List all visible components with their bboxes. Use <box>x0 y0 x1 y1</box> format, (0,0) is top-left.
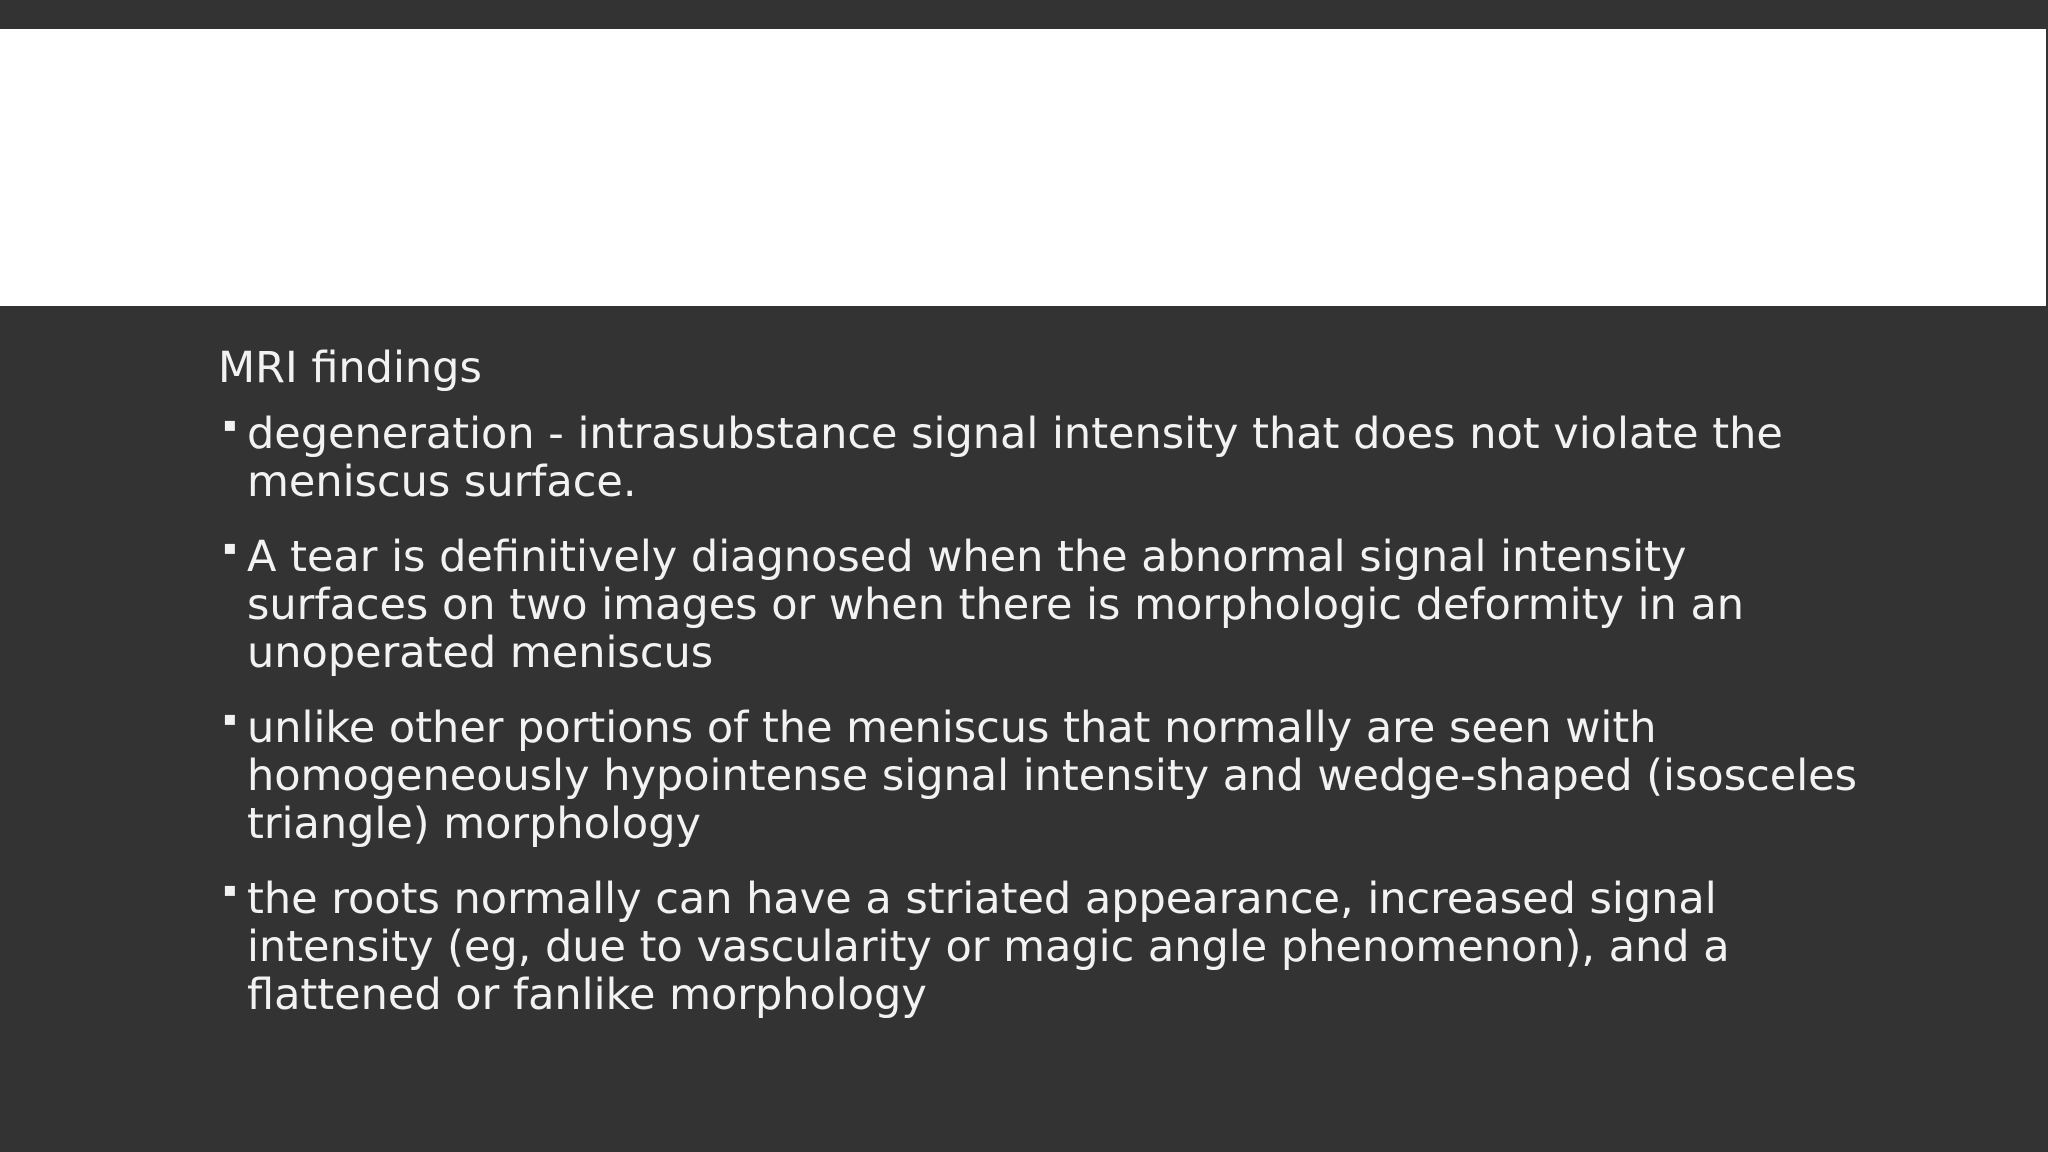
list-item-text: unlike other portions of the meniscus that normally are seen with homogeneously hypointense signal intensity and wedge-shaped (isosceles triangle) morphology <box>247 703 1858 849</box>
slide-content <box>218 338 1858 1046</box>
list-item <box>218 533 1858 677</box>
square-bullet-icon: ▪ <box>223 535 237 559</box>
list-item-text: A tear is definitively diagnosed when the abnormal signal intensity surfaces on two images or when there is morphologic deformity in an unoperated meniscus <box>247 532 1745 678</box>
list-item-text: degeneration - intrasubstance signal intensity that does not violate the meniscus surface. <box>247 409 1783 507</box>
bullet-list <box>218 410 1858 1019</box>
square-bullet-icon: ▪ <box>223 877 237 901</box>
square-bullet-icon: ▪ <box>223 412 237 436</box>
list-item <box>218 875 1858 1019</box>
section-heading: MRI findings <box>218 343 482 393</box>
title-band <box>0 29 2046 306</box>
square-bullet-icon: ▪ <box>223 706 237 730</box>
list-item-text: the roots normally can have a striated appearance, increased signal intensity (eg, due to vascularity or magic angle phenomenon), and a flattened or fanlike morphology <box>247 874 1730 1020</box>
list-item <box>218 410 1858 506</box>
list-item <box>218 704 1858 848</box>
